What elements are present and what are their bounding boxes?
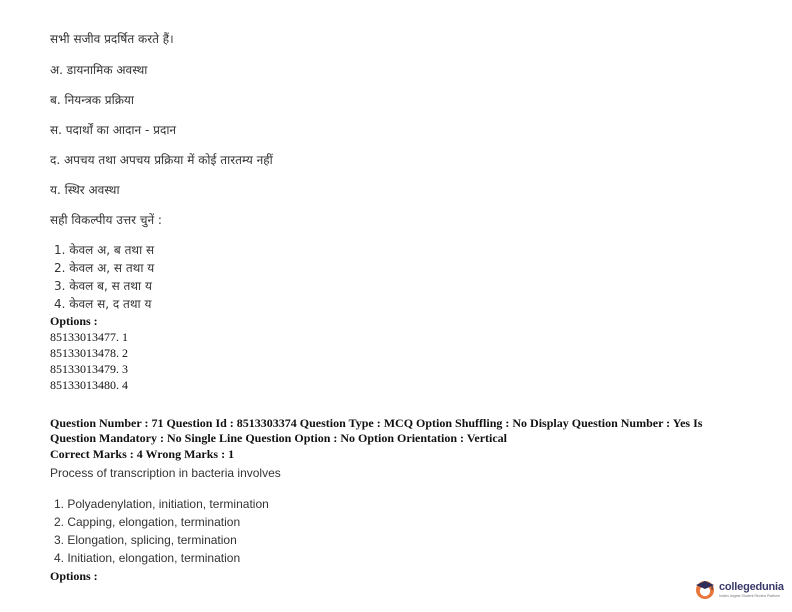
hindi-item-e: य. स्थिर अवस्था [50, 183, 120, 197]
english-choice-2: 2. Capping, elongation, termination [54, 515, 241, 529]
option-id-1: 85133013477. 1 [50, 330, 128, 344]
hindi-item-b: ब. नियन्त्रक प्रक्रिया [50, 93, 134, 107]
english-choice-3: 3. Elongation, splicing, termination [54, 533, 237, 547]
collegedunia-logo [694, 578, 784, 600]
hindi-item-a: अ. डायनामिक अवस्था [50, 63, 148, 77]
logo-tagline: India's largest Student Review Platform [719, 593, 780, 598]
question-meta-line-1: Question Number : 71 Question Id : 8513303374 Question Type : MCQ Option Shuffling : No Display Question Number : Yes Is [50, 416, 703, 430]
hindi-choice-4: 4. केवल स, द तथा य [54, 297, 152, 311]
hindi-choice-1: 1. केवल अ, ब तथा स [54, 243, 155, 257]
hindi-choice-3: 3. केवल ब, स तथा य [54, 279, 152, 293]
graduation-cap-icon [694, 578, 716, 600]
question-meta-line-2: Question Mandatory : No Single Line Question Option : No Option Orientation : Vertical [50, 431, 508, 445]
option-id-3: 85133013479. 3 [50, 362, 128, 376]
option-id-4: 85133013480. 4 [50, 378, 128, 392]
english-choice-4: 4. Initiation, elongation, termination [54, 551, 241, 565]
marks-line: Correct Marks : 4 Wrong Marks : 1 [50, 447, 235, 461]
options-label-2: Options : [50, 569, 98, 583]
option-id-2: 85133013478. 2 [50, 346, 128, 360]
english-question: Process of transcription in bacteria involves [50, 466, 281, 480]
hindi-statement: सभी सजीव प्रदर्षित करते हैं। [50, 32, 174, 46]
hindi-item-d: द. अपचय तथा अपचय प्रक्रिया में कोई तारतम्य नहीं [50, 153, 273, 167]
english-choice-1: 1. Polyadenylation, initiation, termination [54, 497, 269, 511]
hindi-prompt: सही विकल्पीय उत्तर चुनें : [50, 213, 162, 227]
logo-name: collegedunia [719, 580, 784, 593]
hindi-item-c: स. पदार्थों का आदान - प्रदान [50, 123, 177, 137]
hindi-choice-2: 2. केवल अ, स तथा य [54, 261, 155, 275]
options-label: Options : [50, 314, 98, 328]
